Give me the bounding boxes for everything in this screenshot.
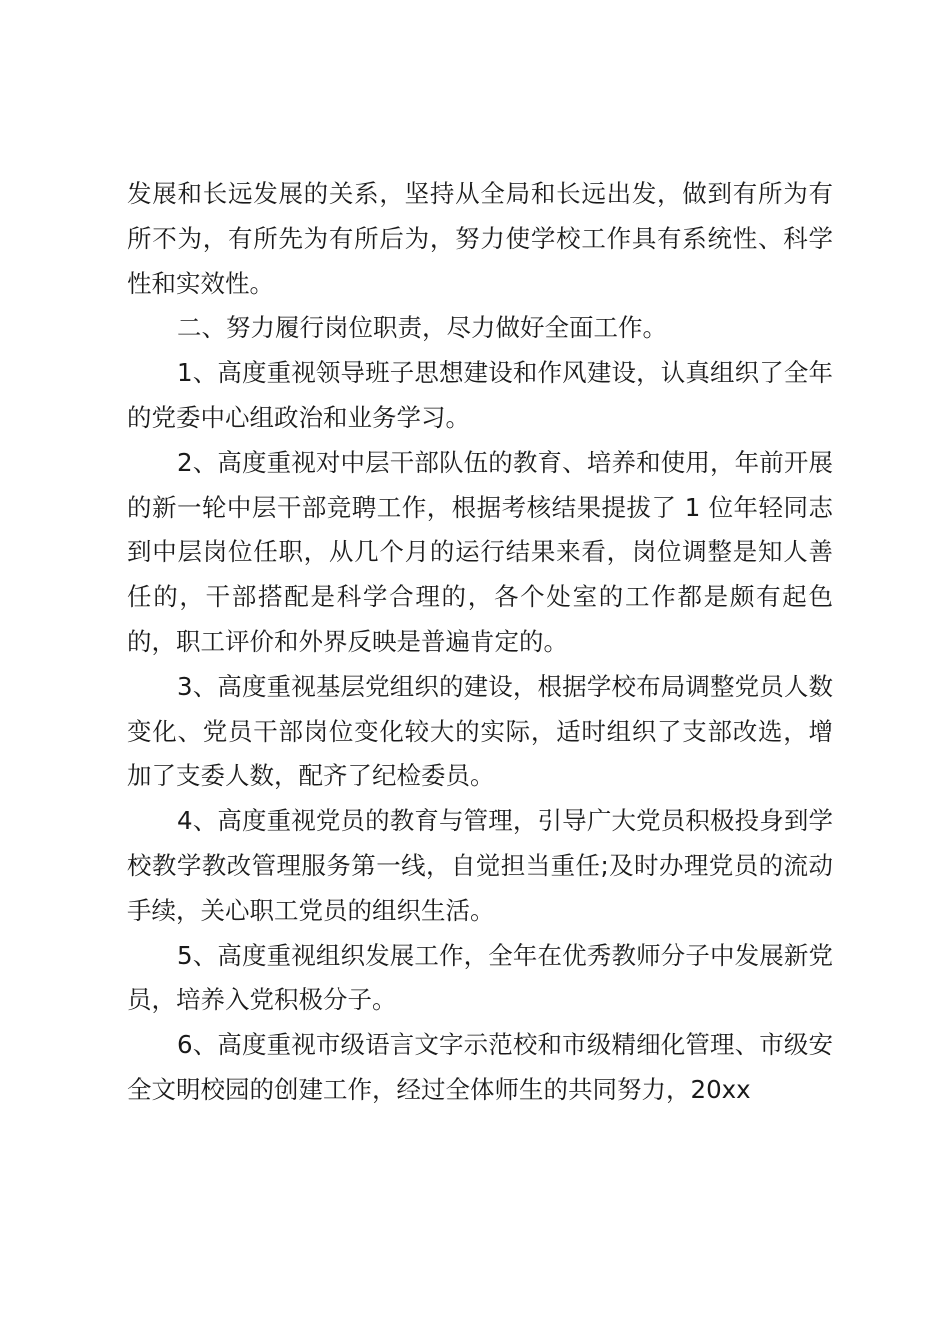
list-item-4: 4、高度重视党员的教育与管理，引导广大党员积极投身到学校教学教改管理服务第一线，自觉担当重任;及时办理党员的流动手续，关心职工党员的组织生活。 (127, 806, 833, 925)
list-item-2: 2、高度重视对中层干部队伍的教育、培养和使用，年前开展的新一轮中层干部竞聘工作，根据考核结果提拔了 1 位年轻同志到中层岗位任职，从几个月的运行结果来看，岗位调整是知人善任的，干部搭配是科学合理的，各个处室的工作都是颇有起色的，职工评价和外界反映是普遍肯定的。 (127, 447, 833, 656)
list-item-1: 1、高度重视领导班子思想建设和作风建设，认真组织了全年的党委中心组政治和业务学习。 (127, 358, 833, 432)
list-item-6: 6、高度重视市级语言文字示范校和市级精细化管理、市级安全文明校园的创建工作，经过全体师生的共同努力，20xx (127, 1030, 833, 1104)
paragraph-continuation: 发展和长远发展的关系，坚持从全局和长远出发，做到有所为有所不为，有所先为有所后为，努力使学校工作具有系统性、科学性和实效性。 (127, 179, 833, 298)
section-heading-2: 二、努力履行岗位职责，尽力做好全面工作。 (177, 313, 667, 343)
list-item-5: 5、高度重视组织发展工作，全年在优秀教师分子中发展新党员，培养入党积极分子。 (127, 940, 833, 1015)
list-item-3: 3、高度重视基层党组织的建设，根据学校布局调整党员人数变化、党员干部岗位变化较大的实际，适时组织了支部改选，增加了支委人数，配齐了纪检委员。 (127, 671, 833, 791)
document-body (127, 172, 833, 1113)
